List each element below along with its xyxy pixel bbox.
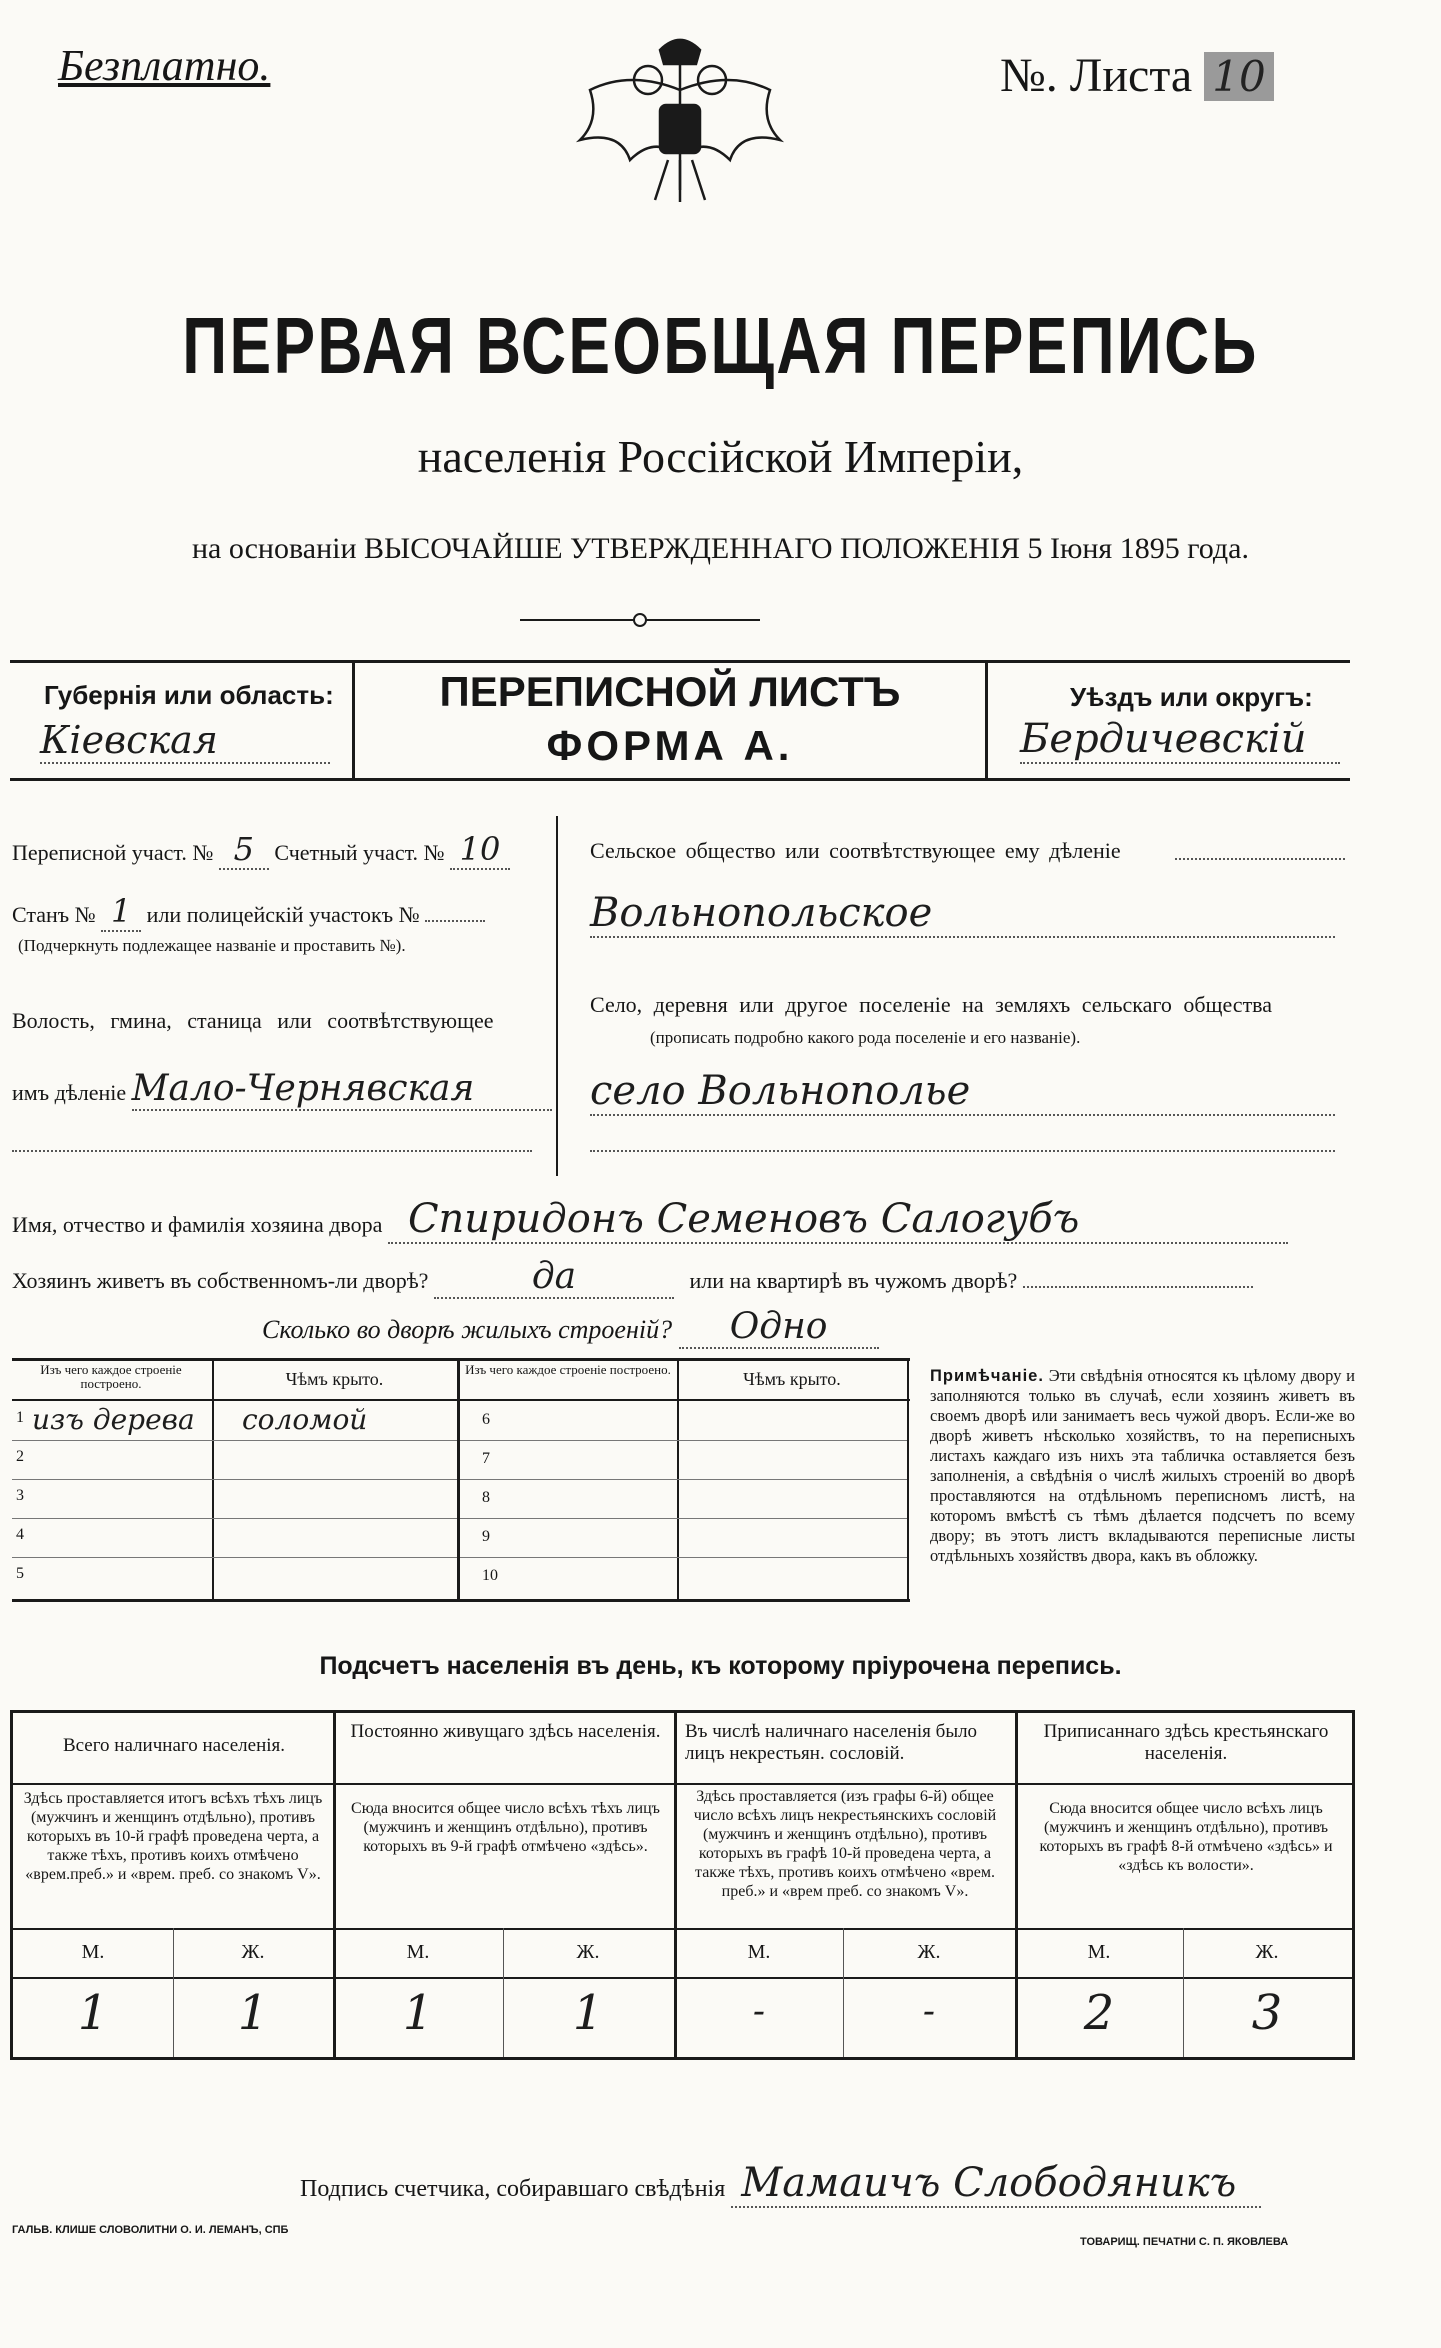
district-label: Переписной участ. № xyxy=(12,840,214,865)
owner-own-value: да xyxy=(434,1256,674,1299)
census-title: ПЕРВАЯ ВСЕОБЩАЯ ПЕРЕПИСЬ xyxy=(182,301,1259,390)
count-col-head: Приписаннаго здѣсь крестьянскаго населенія. xyxy=(1043,1721,1329,1764)
buildings-line xyxy=(262,1306,879,1349)
row-number: 1 xyxy=(16,1409,24,1426)
col-material-header-right: Изъ чего каждое строеніе построено. xyxy=(465,1362,671,1377)
count-value-female: 3 xyxy=(1251,1985,1283,2041)
location-divider xyxy=(556,816,558,1176)
stan-label: Станъ № xyxy=(12,902,96,927)
imperial-eagle-emblem xyxy=(560,30,800,210)
sheet-number xyxy=(1000,48,1274,103)
count-col-desc: Сюда вносится общее число всѣхъ лицъ (мужчинъ и женщинъ отдѣльно), противъ которыхъ въ графѣ 8-й отмѣчено «здѣсь» и «здѣсь къ волости». xyxy=(1039,1800,1333,1874)
count-label: Счетный участ. № xyxy=(274,840,445,865)
owner-name-line xyxy=(12,1196,1288,1244)
count-value: 10 xyxy=(450,830,510,870)
count-title: Подсчетъ населенія въ день, къ которому пріурочена перепись. xyxy=(319,1652,1122,1680)
ornament-divider xyxy=(520,610,760,630)
row-number: 8 xyxy=(482,1489,490,1506)
table-row xyxy=(12,1518,457,1558)
count-value-male: 2 xyxy=(1083,1985,1115,2041)
note-block xyxy=(930,1366,1355,1566)
society-value: Вольнопольское xyxy=(590,890,1335,938)
owner-own-label: Хозяинъ живетъ въ собственномъ-ли дворѣ? xyxy=(12,1268,429,1293)
society-label-dots xyxy=(1175,858,1345,860)
sheet-number-value: 10 xyxy=(1204,52,1273,101)
stan-value: 1 xyxy=(101,892,141,932)
division-line xyxy=(12,1068,552,1111)
underline-note: (Подчеркнуть подлежащее названіе и проставить №). xyxy=(18,936,406,955)
owner-name-label: Имя, отчество и фамилія хозяина двора xyxy=(12,1212,383,1237)
row-number: 6 xyxy=(482,1411,490,1428)
village-blank-line xyxy=(590,1150,1335,1152)
row-number: 5 xyxy=(16,1565,24,1582)
table-row xyxy=(460,1518,907,1558)
count-value-female: 1 xyxy=(572,1985,604,2041)
printer-right: ТОВАРИЩ. ПЕЧАТНИ С. П. ЯКОВЛЕВА xyxy=(1080,2236,1289,2248)
buildings-label: Сколько во дворѣ жилыхъ строеній? xyxy=(262,1315,673,1344)
female-label: Ж. xyxy=(241,1941,265,1963)
count-col-desc: Здѣсь проставляется итогъ всѣхъ тѣхъ лицъ (мужчинъ и женщинъ отдѣльно), противъ которыхъ въ 10-й графѣ проведена черта, а также тѣхъ, противъ коихъ отмѣчено «врем.преб.» и «врем. преб. со знакомъ V». xyxy=(23,1790,323,1883)
count-col-head: Въ числѣ наличнаго населенія было лицъ некрестьян. сословій. xyxy=(685,1721,978,1764)
col-roof-header-left: Чѣмъ крыто. xyxy=(285,1369,384,1389)
col-material-header-left: Изъ чего каждое строеніе построено. xyxy=(40,1362,182,1391)
count-value-male: - xyxy=(752,1991,766,2032)
table-row xyxy=(12,1401,457,1441)
note-title: Примѣчаніе. xyxy=(930,1367,1044,1385)
table-row xyxy=(12,1479,457,1519)
count-col-head: Постоянно живущаго здѣсь населенія. xyxy=(350,1721,661,1742)
table-row xyxy=(12,1557,457,1596)
owner-name-value: Спиридонъ Семеновъ Салогубъ xyxy=(388,1196,1288,1244)
female-label: Ж. xyxy=(576,1941,600,1963)
signature-line xyxy=(300,2160,1261,2208)
printer-left: ГАЛЬВ. КЛИШЕ СЛОВОЛИТНИ О. И. ЛЕМАНЪ, СПБ xyxy=(12,2224,289,2236)
division-value: Мало-Чернявская xyxy=(132,1068,552,1111)
table-row xyxy=(12,1440,457,1480)
owner-home-line xyxy=(12,1256,1253,1299)
note-text: Эти свѣдѣнія относятся къ цѣлому двору и заполняются только въ случаѣ, если хозяинъ живетъ въ своемъ дворѣ или занимаетъ весь чужой дворъ. Если-же во дворѣ живетъ нѣсколько хозяйствъ, то на переписныхъ листахъ каждаго изъ нихъ эта табличка оставляется безъ заполненія, а свѣдѣнія о числѣ жилыхъ строеній во дворѣ проставляются на отдѣльномъ переписномъ листѣ, на которомъ вмѣстѣ съ тѣмъ дѣлается подсчетъ по всему двору; въ этотъ листъ вкладываются переписные листы отдѣльныхъ хозяйствъ двора, какъ въ обложку. xyxy=(930,1366,1355,1565)
male-label: М. xyxy=(81,1941,105,1963)
row-number: 10 xyxy=(482,1567,498,1584)
male-label: М. xyxy=(747,1941,771,1963)
gubernia-value: Кіевская xyxy=(40,718,330,764)
row-material: изъ дерева xyxy=(32,1403,195,1436)
table-row xyxy=(460,1440,907,1480)
count-col-head: Всего наличнаго населенія. xyxy=(62,1735,286,1756)
stan-line xyxy=(12,892,485,932)
form-title: ФОРМА А. xyxy=(546,722,794,769)
division-blank-line xyxy=(12,1150,532,1152)
row-roof: соломой xyxy=(242,1403,368,1436)
count-col-desc: Сюда вносится общее число всѣхъ тѣхъ лицъ (мужчинъ и женщинъ отдѣльно), противъ которыхъ въ 9-й графѣ отмѣчено «здѣсь». xyxy=(351,1800,660,1855)
male-label: М. xyxy=(406,1941,430,1963)
row-number: 3 xyxy=(16,1487,24,1504)
uezd-label: Уѣздъ или округъ: xyxy=(1070,682,1313,712)
form-header-bottom-rule xyxy=(10,778,1350,781)
row-number: 7 xyxy=(482,1450,490,1467)
count-value-male: 1 xyxy=(402,1985,434,2041)
owner-rent-label: или на квартирѣ въ чужомъ дворѣ? xyxy=(689,1268,1018,1293)
free-label: Безплатно. xyxy=(58,41,271,90)
sheet-number-label: №. Листа xyxy=(1000,49,1193,102)
gubernia-label: Губернія или область: xyxy=(44,680,334,710)
police-label: или полицейскій участокъ № xyxy=(146,902,420,927)
female-label: Ж. xyxy=(917,1941,941,1963)
census-basis: на основаніи ВЫСОЧАЙШЕ УТВЕРЖДЕННАГО ПОЛОЖЕНІЯ 5 Іюня 1895 года. xyxy=(192,532,1249,565)
buildings-table xyxy=(12,1358,910,1602)
form-header-divider-left xyxy=(352,660,355,780)
count-value-female: - xyxy=(922,1991,936,2032)
census-subtitle: населенія Россійской Имперіи, xyxy=(417,431,1024,482)
table-row xyxy=(460,1401,907,1441)
form-header-top-rule xyxy=(10,660,1350,663)
female-label: Ж. xyxy=(1255,1941,1279,1963)
signature-label: Подпись счетчика, собиравшаго свѣдѣнія xyxy=(300,2176,726,2202)
uezd-value: Бердичевскій xyxy=(1020,716,1340,764)
count-value-female: 1 xyxy=(237,1985,269,2041)
division-label: имъ дѣленіе xyxy=(12,1080,127,1105)
row-number: 4 xyxy=(16,1526,24,1543)
sheet-title: ПЕРЕПИСНОЙ ЛИСТЪ xyxy=(439,668,901,715)
col-roof-header-right: Чѣмъ крыто. xyxy=(743,1369,841,1389)
table-row xyxy=(460,1557,907,1596)
village-label: Село, деревня или другое поселеніе на земляхъ сельскаго общества xyxy=(590,992,1273,1017)
buildings-value: Одно xyxy=(679,1306,879,1349)
signature-value: Мамаичъ Слободяникъ xyxy=(731,2160,1261,2208)
district-line xyxy=(12,830,510,870)
village-value: село Вольнополье xyxy=(590,1068,1335,1116)
table-row xyxy=(460,1479,907,1519)
volost-label: Волость, гмина, станица или соотвѣтствующее xyxy=(12,1008,494,1033)
row-number: 9 xyxy=(482,1528,490,1545)
village-note: (прописать подробно какого рода поселеніе и его названіе). xyxy=(650,1028,1081,1047)
form-header-divider-right xyxy=(985,660,988,780)
count-col-desc: Здѣсь проставляется (изъ графы 6-й) общее число всѣхъ лицъ некрестьянскихъ сословій (мужчинъ и женщинъ отдѣльно), противъ которыхъ въ графѣ 10-й проведена черта, а также тѣхъ, противъ коихъ отмѣчено «врем. преб.» и «врем преб. со знакомъ V». xyxy=(693,1788,997,1900)
district-value: 5 xyxy=(219,830,269,870)
male-label: М. xyxy=(1087,1941,1111,1963)
count-table xyxy=(10,1710,1355,2060)
count-value-male: 1 xyxy=(77,1985,109,2041)
row-number: 2 xyxy=(16,1448,24,1465)
society-label: Сельское общество или соотвѣтствующее ему дѣленіе xyxy=(590,838,1121,863)
